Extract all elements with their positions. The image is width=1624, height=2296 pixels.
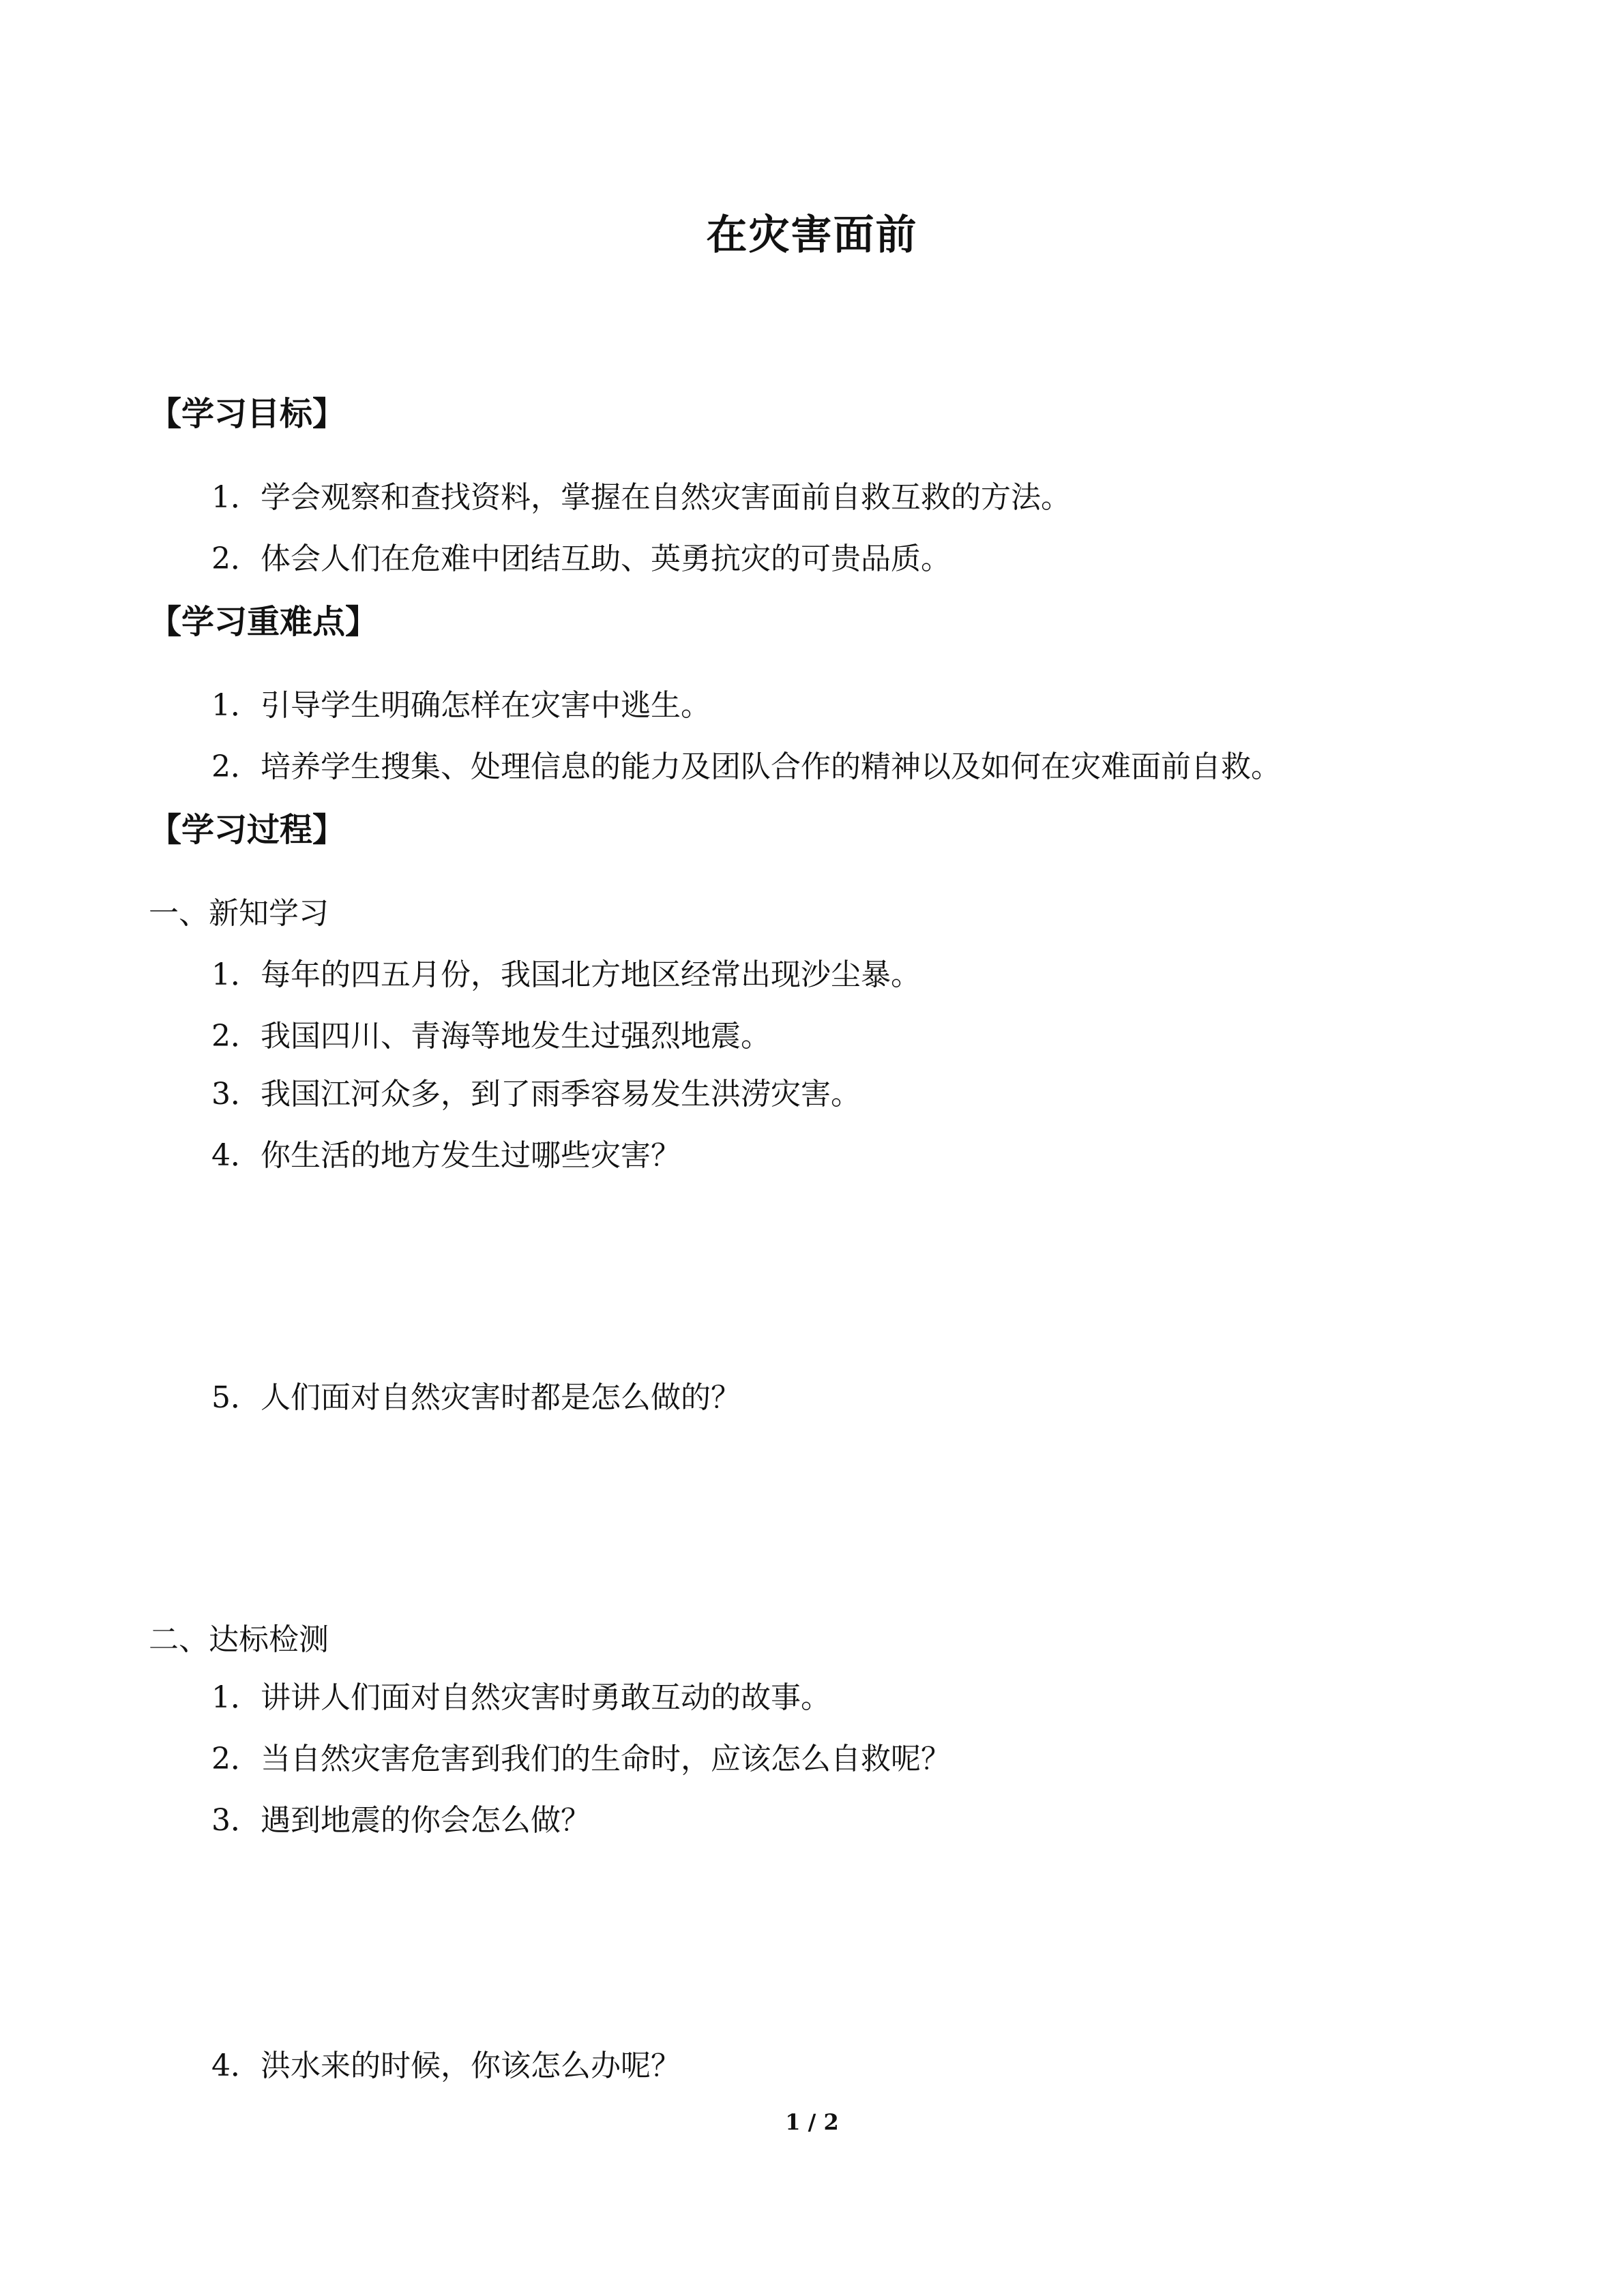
item-text: 当自然灾害危害到我们的生命时，应该怎么自救呢？ [261, 1742, 951, 1776]
item-text: 引导学生明确怎样在灾害中逃生。 [261, 688, 711, 723]
item-text: 遇到地震的你会怎么做？ [261, 1803, 591, 1838]
item-text: 体会人们在危难中团结互助、英勇抗灾的可贵品质。 [261, 541, 951, 576]
item-number: 2． [211, 1742, 261, 1776]
objective-item [211, 539, 951, 580]
item-number: 1． [211, 688, 261, 723]
item-number: 1． [211, 957, 261, 992]
key-point-item [211, 685, 711, 726]
item-text: 学会观察和查找资料，掌握在自然灾害面前自救互救的方法。 [261, 480, 1071, 515]
item-text: 每年的四五月份，我国北方地区经常出现沙尘暴。 [261, 957, 921, 992]
item-number: 4． [211, 1138, 261, 1173]
new-knowledge-item [211, 1016, 771, 1057]
objective-item [211, 477, 1071, 518]
item-text: 人们面对自然灾害时都是怎么做的？ [261, 1380, 741, 1415]
new-knowledge-item [211, 1074, 861, 1115]
item-number: 2． [211, 541, 261, 576]
item-number: 1． [211, 480, 261, 515]
assessment-item [211, 2046, 681, 2087]
key-point-item [211, 747, 1281, 788]
page-title: 在灾害面前 [706, 211, 918, 259]
assessment-item [211, 1800, 591, 1841]
item-text: 你生活的地方发生过哪些灾害？ [261, 1138, 681, 1173]
item-text: 我国四川、青海等地发生过强烈地震。 [261, 1019, 771, 1054]
item-number: 5． [211, 1380, 261, 1415]
item-text: 培养学生搜集、处理信息的能力及团队合作的精神以及如何在灾难面前自救。 [261, 749, 1281, 784]
assessment-item [211, 1739, 951, 1780]
item-text: 讲讲人们面对自然灾害时勇敢互动的故事。 [261, 1680, 831, 1715]
new-knowledge-item [211, 955, 921, 996]
page-number: 1 / 2 [785, 2109, 839, 2135]
section-heading-key-points: 【学习重难点】 [149, 603, 379, 641]
new-knowledge-item [211, 1377, 741, 1418]
item-number: 2． [211, 1019, 261, 1054]
assessment-item [211, 1678, 831, 1718]
item-text: 洪水来的时候，你该怎么办呢？ [261, 2048, 681, 2083]
item-number: 3． [211, 1803, 261, 1838]
item-number: 2． [211, 749, 261, 784]
item-number: 4． [211, 2048, 261, 2083]
part-heading-new-knowledge: 一、新知学习 [149, 896, 329, 931]
section-heading-objectives: 【学习目标】 [149, 395, 346, 433]
item-text: 我国江河众多，到了雨季容易发生洪涝灾害。 [261, 1077, 861, 1112]
part-heading-assessment: 二、达标检测 [149, 1622, 329, 1657]
section-heading-process: 【学习过程】 [149, 811, 346, 849]
item-number: 3． [211, 1077, 261, 1112]
new-knowledge-item [211, 1135, 681, 1176]
item-number: 1． [211, 1680, 261, 1715]
